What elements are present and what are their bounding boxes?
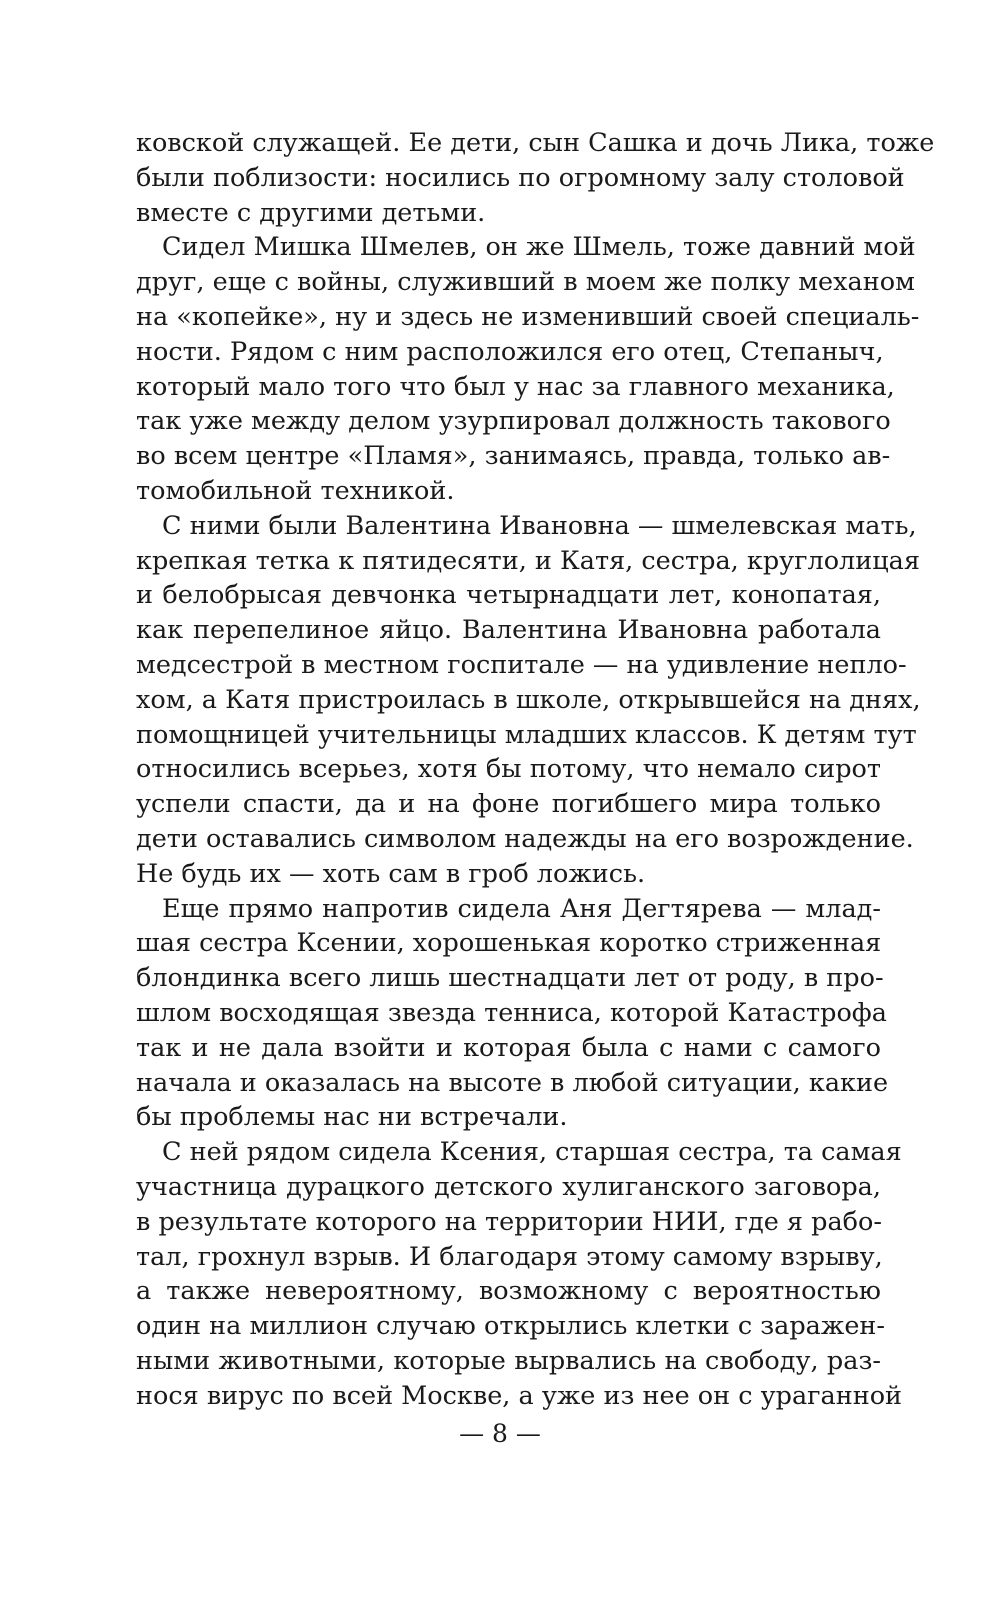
text-line: ными животными, которые вырвались на свободу, раз-	[136, 1345, 881, 1376]
text-line: блондинка всего лишь шестнадцати лет от роду, в про-	[136, 963, 884, 994]
text-line: хом, а Катя пристроилась в школе, открывшейся на днях,	[136, 684, 921, 715]
paragraph	[136, 1135, 903, 1413]
text-line: как перепелиное яйцо. Валентина Ивановна работала	[136, 615, 881, 646]
text-line: начала и оказалась на высоте в любой ситуации, какие	[136, 1067, 889, 1098]
text-line: так и не дала взойти и которая была с нами с самого	[136, 1032, 881, 1063]
text-line: дети оставались символом надежды на его возрождение.	[136, 823, 914, 854]
page-number: — 8 —	[459, 1419, 541, 1448]
text-line: С ними были Валентина Ивановна — шмелевская мать,	[162, 510, 917, 541]
text-line: Еще прямо напротив сидела Аня Дегтярева — млад-	[162, 893, 881, 924]
text-line: один на миллион случаю открылись клетки с заражен-	[136, 1311, 886, 1342]
paragraph	[136, 509, 921, 892]
text-line: друг, еще с войны, служивший в моем же полку механом	[136, 267, 915, 298]
text-line: а также невероятному, возможному с вероятностью	[136, 1276, 881, 1307]
text-line: и белобрысая девчонка четырнадцати лет, конопатая,	[136, 580, 881, 611]
text-line: успели спасти, да и на фоне погибшего мира только	[136, 789, 881, 820]
text-line: Не будь их — хоть сам в гроб ложись.	[136, 858, 646, 889]
text-line: бы проблемы нас ни встречали.	[136, 1102, 568, 1133]
text-line: шая сестра Ксении, хорошенькая коротко стриженная	[136, 928, 882, 959]
paragraph	[136, 892, 889, 1136]
paragraph	[136, 230, 920, 508]
text-line: относились всерьез, хотя бы потому, что немало сирот	[136, 754, 881, 785]
body-text	[136, 126, 935, 1413]
text-line: Сидел Мишка Шмелев, он же Шмель, тоже давний мой	[162, 232, 916, 263]
text-line: помощницей учительницы младших классов. К детям тут	[136, 719, 917, 750]
text-line: тал, грохнул взрыв. И благодаря этому самому взрыву,	[136, 1241, 883, 1272]
text-line: были поблизости: носились по огромному залу столовой	[136, 162, 905, 193]
text-line: крепкая тетка к пятидесяти, и Катя, сестра, круглолицая	[136, 545, 920, 576]
text-line: который мало того что был у нас за главного механика,	[136, 371, 895, 402]
text-line: на «копейке», ну и здесь не изменивший своей специаль-	[136, 301, 920, 332]
text-line: ности. Рядом с ним расположился его отец, Степаныч,	[136, 336, 884, 367]
text-line: ковской служащей. Ее дети, сын Сашка и дочь Лика, тоже	[136, 128, 935, 158]
text-line: С ней рядом сидела Ксения, старшая сестра, та самая	[162, 1137, 902, 1168]
text-line: во всем центре «Пламя», занимаясь, правда, только ав-	[136, 441, 891, 472]
text-line: медсестрой в местном госпитале — на удивление непло-	[136, 649, 907, 680]
paragraph	[136, 126, 935, 230]
text-line: так уже между делом узурпировал должность такового	[136, 406, 891, 437]
text-line: томобильной техникой.	[136, 475, 455, 506]
text-line: шлом восходящая звезда тенниса, которой Катастрофа	[136, 997, 887, 1028]
text-line: в результате которого на территории НИИ, где я рабо-	[136, 1206, 882, 1237]
text-line: нося вирус по всей Москве, а уже из нее он с ураганной	[136, 1380, 903, 1411]
text-line: участница дурацкого детского хулиганского заговора,	[136, 1171, 881, 1202]
text-line: вместе с другими детьми.	[136, 197, 486, 228]
